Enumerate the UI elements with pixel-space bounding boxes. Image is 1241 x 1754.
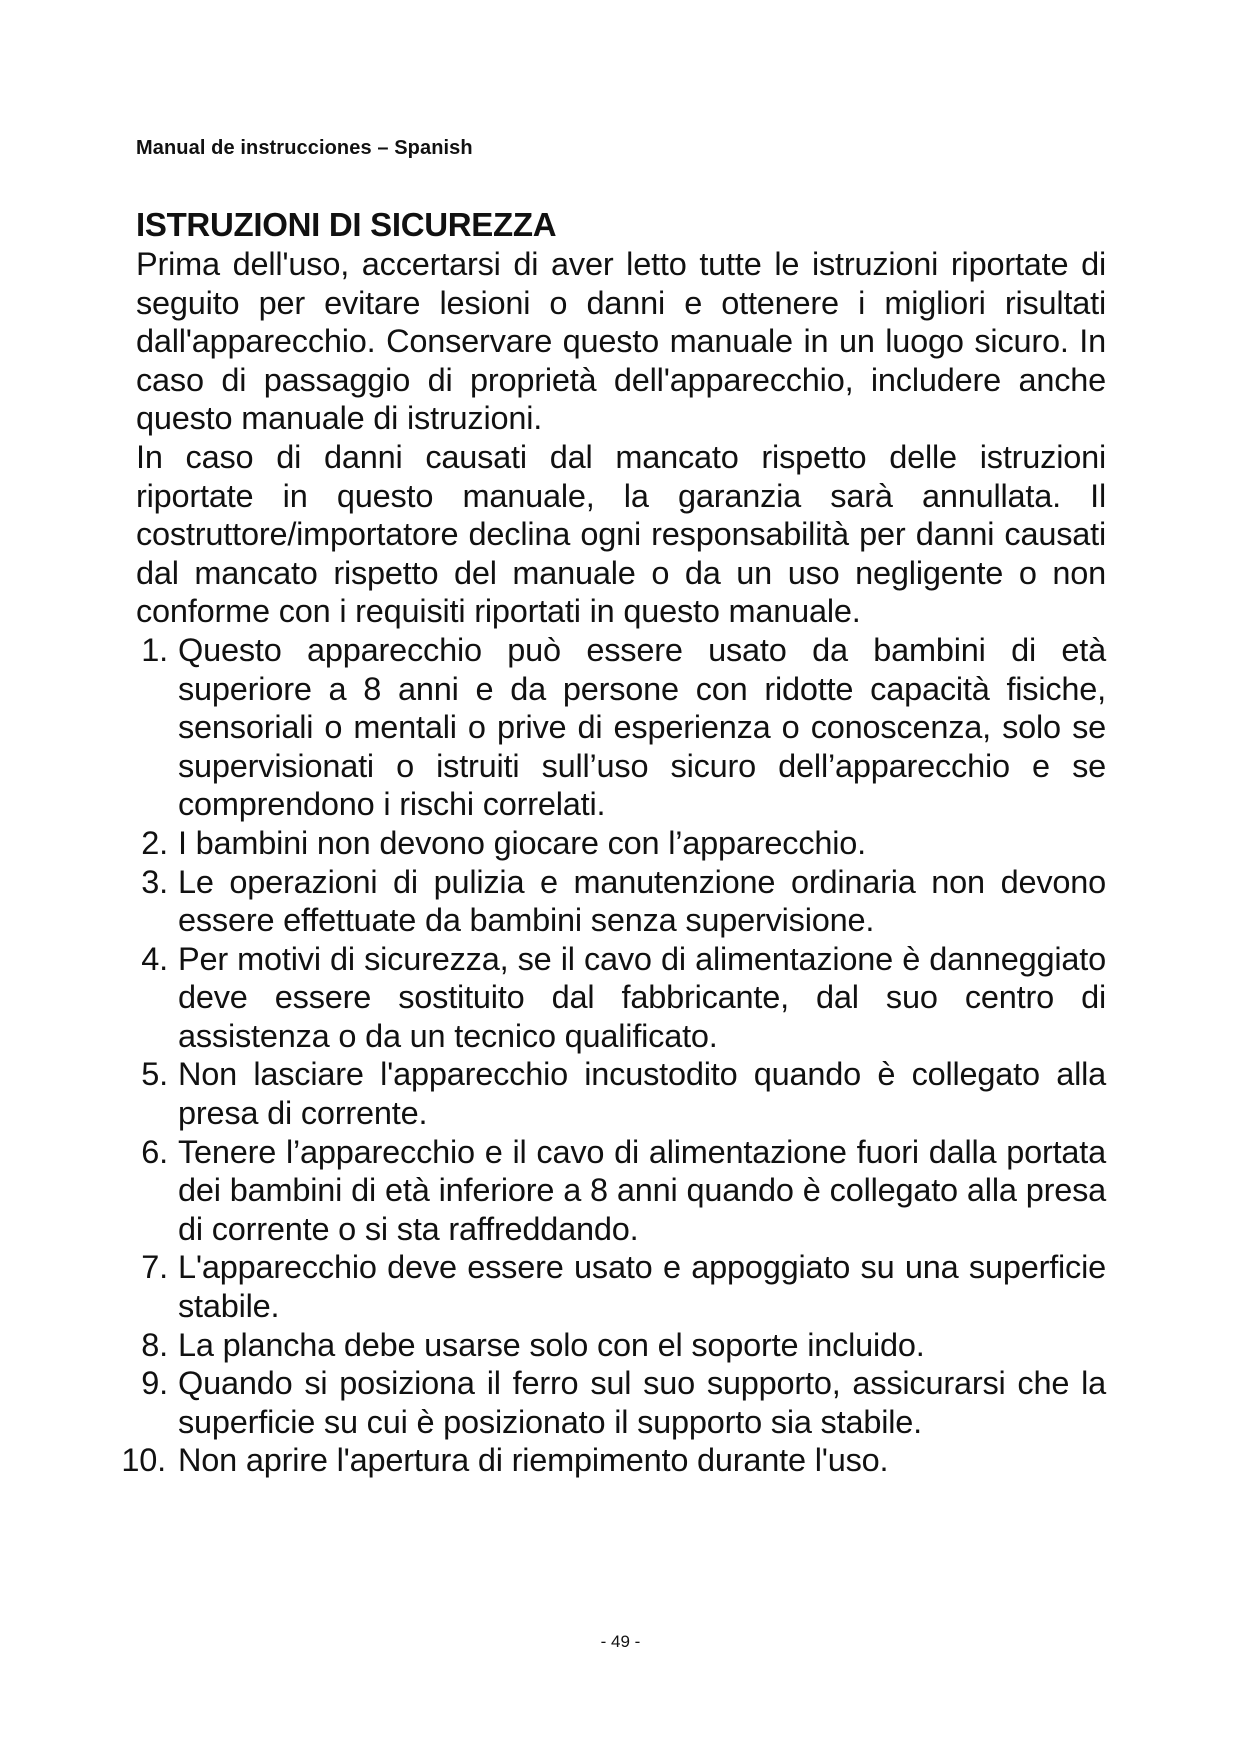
item-number: 6.: [141, 1133, 168, 1170]
intro-paragraph-2: In caso di danni causati dal mancato rispetto delle istruzioni riportate in questo manuale, la garanzia sarà annullata. Il costruttore/importatore declina ogni responsabilità per danni causati dal mancato rispetto del manuale o da un uso negligente o non conforme con i requisiti riportati in questo manuale.: [136, 438, 1106, 630]
item-text: Non aprire l'apertura di riempimento durante l'uso.: [178, 1442, 889, 1479]
intro-paragraph-1: Prima dell'uso, accertarsi di aver letto tutte le istruzioni riportate di seguito per evitare lesioni o danni e ottenere i migliori risultati dall'apparecchio. Conservare questo manuale in un luogo sicuro. In caso di passaggio di proprietà dell'apparecchio, includere anche questo manuale di istruzioni.: [136, 246, 1106, 437]
list-item: [136, 1055, 1106, 1132]
item-text: Per motivi di sicurezza, se il cavo di alimentazione è danneggiato deve essere sostituito dal fabbricante, dal suo centro di assistenza o da un tecnico qualificato.: [178, 940, 1106, 1054]
list-item: [136, 631, 1106, 824]
item-text: I bambini non devono giocare con l’apparecchio.: [178, 824, 867, 861]
item-text: Questo apparecchio può essere usato da bambini di età superiore a 8 anni e da persone con ridotte capacità fisiche, sensoriali o mentali o prive di esperienza o conoscenza, solo se supervisionati o istruiti sull’uso sicuro dell’apparecchio e se comprendono i rischi correlati.: [178, 631, 1106, 823]
item-text: Quando si posiziona il ferro sul suo supporto, assicurarsi che la superficie su cui è posizionato il supporto sia stabile.: [178, 1365, 1106, 1440]
item-number: 2.: [141, 824, 168, 861]
item-number: 10.: [121, 1442, 166, 1479]
item-text: Tenere l’apparecchio e il cavo di alimentazione fuori dalla portata dei bambini di età inferiore a 8 anni quando è collegato alla presa di corrente o si sta raffreddando.: [178, 1133, 1106, 1247]
list-item: [121, 1441, 1106, 1480]
item-number: 4.: [141, 940, 168, 977]
list-item: [136, 824, 1106, 863]
item-number: 5.: [141, 1056, 168, 1093]
list-item: [136, 1248, 1106, 1325]
item-number: 3.: [141, 863, 168, 900]
item-text: L'apparecchio deve essere usato e appoggiato su una superficie stabile.: [178, 1249, 1106, 1325]
item-number: 1.: [141, 631, 168, 668]
page-number: - 49 -: [600, 1632, 641, 1651]
safety-section: [121, 205, 1106, 1480]
list-item: [136, 940, 1106, 1056]
item-number: 7.: [141, 1249, 168, 1286]
item-text: La plancha debe usarse solo con el soporte incluido.: [178, 1326, 925, 1363]
item-text: Le operazioni di pulizia e manutenzione ordinaria non devono essere effettuate da bambini senza supervisione.: [178, 863, 1106, 939]
running-header: Manual de instrucciones – Spanish: [136, 137, 473, 159]
item-text: Non lasciare l'apparecchio incustodito quando è collegato alla presa di corrente.: [178, 1056, 1106, 1132]
list-item: [136, 1326, 1106, 1365]
safety-instructions-list: [121, 631, 1106, 1480]
section-title: ISTRUZIONI DI SICUREZZA: [136, 206, 557, 243]
list-item: [136, 863, 1106, 940]
item-number: 8.: [141, 1326, 168, 1363]
list-item: [136, 1133, 1106, 1249]
list-item: [136, 1364, 1106, 1441]
item-number: 9.: [141, 1365, 168, 1402]
